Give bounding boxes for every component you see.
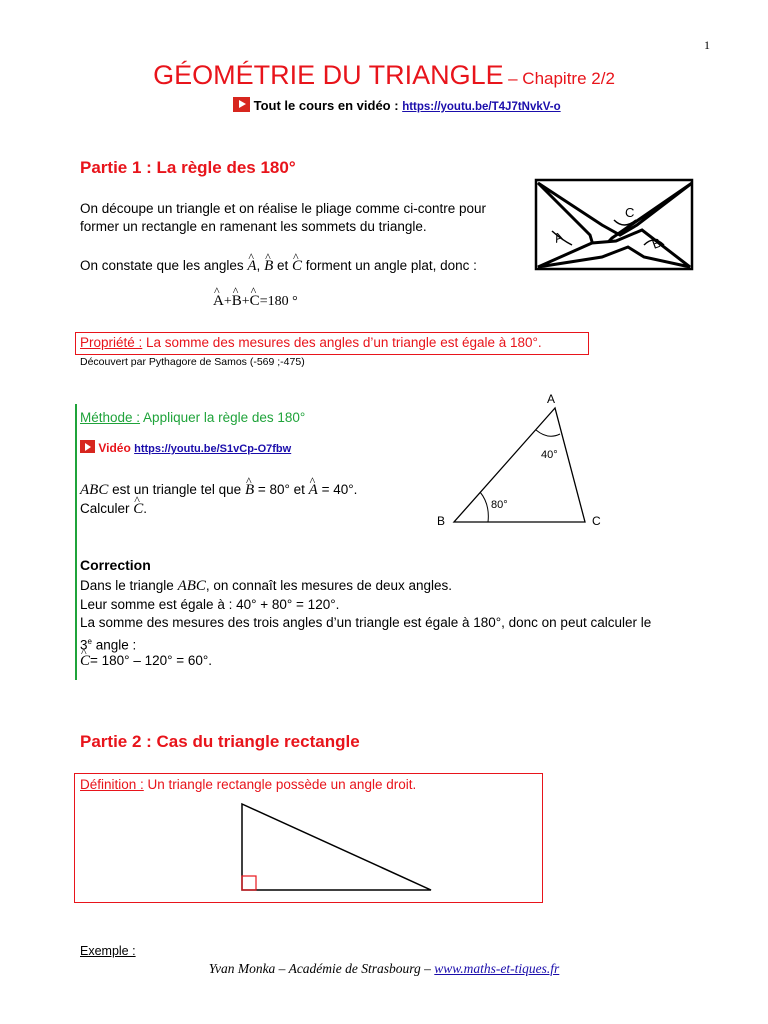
- title-main: GÉOMÉTRIE DU TRIANGLE: [153, 60, 504, 90]
- page-title: [0, 60, 768, 91]
- right-triangle: [242, 804, 431, 890]
- angle-label-a: 40°: [541, 449, 558, 461]
- problem-a-value: = 40°.: [317, 482, 358, 497]
- page-number: 1: [704, 38, 710, 52]
- formula-eq: =180 °: [259, 294, 298, 309]
- corr-line1-end: , on connaît les mesures de deux angles.: [205, 578, 453, 593]
- angle-label-b: 80°: [491, 499, 508, 511]
- course-video-link[interactable]: https://youtu.be/T4J7tNvkV-o: [402, 101, 561, 113]
- problem-abc: ABC: [80, 482, 109, 498]
- play-icon: [80, 440, 95, 453]
- definition-label: Définition :: [80, 777, 144, 792]
- property-text: [80, 334, 542, 352]
- problem-text1: est un triangle tel que: [108, 482, 245, 497]
- problem-calc: Calculer: [80, 501, 134, 516]
- play-icon: [233, 97, 250, 112]
- correction-line2: Leur somme est égale à : 40° + 80° = 120°.: [80, 597, 340, 612]
- definition-statement: Un triangle rectangle possède un angle droit.: [143, 777, 417, 792]
- angle-arc-b: [480, 492, 488, 522]
- method-green-bar: [75, 404, 77, 680]
- method-video-label: Vidéo: [98, 441, 135, 455]
- property-statement: La somme des mesures des angles d’un triangle est égale à 180°.: [142, 335, 542, 350]
- correction-line5: [80, 652, 212, 670]
- triangle-abc-figure: [430, 388, 610, 533]
- method-label: Méthode :: [80, 410, 141, 425]
- vertex-label-a: A: [547, 392, 556, 406]
- problem-angle-a: ^ A: [309, 481, 318, 499]
- footer-author: Yvan Monka – Académie de Strasbourg –: [208, 961, 435, 976]
- et-word: et: [273, 258, 292, 273]
- part2-heading: Partie 2 : Cas du triangle rectangle: [80, 732, 360, 751]
- footer-link[interactable]: www.maths-et-tiques.fr: [434, 961, 560, 976]
- correction-line1: [80, 577, 452, 595]
- angle-b-symbol: ^ B: [264, 257, 273, 275]
- vertex-label-c: C: [592, 514, 601, 528]
- corr-line4-end: angle :: [91, 637, 137, 653]
- discovered-note: Découvert par Pythagore de Samos (-569 ;-475): [80, 356, 305, 368]
- problem-b-value: = 80° et: [254, 482, 309, 497]
- fold-label-a: A: [551, 228, 566, 246]
- example-label: Exemple :: [80, 944, 136, 958]
- definition-text: [80, 776, 416, 794]
- correction-line3: La somme des mesures des trois angles d’un triangle est égale à 180°, donc on peut calculer le: [80, 615, 652, 630]
- part1-heading: Partie 1 : La règle des 180°: [80, 158, 296, 177]
- fold-label-c: C: [625, 205, 635, 220]
- method-video-line: [80, 440, 291, 455]
- formula-a: ^ A: [213, 293, 224, 310]
- part1-para2: [80, 257, 477, 275]
- part1-para1: On découpe un triangle et on réalise le pliage comme ci-contre pour former un rectangle en ramenant les sommets du triangle.: [80, 201, 486, 234]
- para2-start: On constate que les angles: [80, 258, 248, 273]
- corr-line4-sup: e: [87, 637, 92, 646]
- formula-b: ^ B: [232, 293, 242, 310]
- video-line: [233, 97, 561, 113]
- corr-line4-num: 3: [80, 637, 88, 653]
- angle-sum-formula: [213, 293, 298, 310]
- corr-abc: ABC: [177, 578, 206, 594]
- corr-angle-c: ^ C: [80, 652, 90, 670]
- correction-heading: Correction: [80, 557, 151, 573]
- formula-plus-1: +: [223, 294, 232, 309]
- problem-angle-b: ^ B: [245, 481, 254, 499]
- triangle-abc: [454, 408, 585, 522]
- method-video-link[interactable]: https://youtu.be/S1vCp-O7fbw: [134, 443, 292, 455]
- right-triangle-figure: [238, 800, 438, 895]
- problem-end: .: [143, 501, 148, 516]
- problem-line2: [80, 500, 147, 518]
- method-title: [80, 409, 305, 427]
- method-title-text: Appliquer la règle des 180°: [140, 410, 306, 425]
- angle-arc-a: [536, 430, 560, 436]
- property-label: Propriété :: [80, 335, 143, 350]
- angle-a-symbol: ^ A: [247, 257, 256, 275]
- para2-end: forment un angle plat, donc :: [302, 258, 477, 273]
- corr-line5-text: = 180° – 120° = 60°.: [90, 653, 213, 668]
- formula-c: ^ C: [250, 293, 260, 310]
- right-angle-marker: [242, 876, 256, 890]
- folding-figure: [532, 175, 698, 275]
- angle-c-symbol: ^ C: [292, 257, 302, 275]
- corr-line1-start: Dans le triangle: [80, 578, 178, 593]
- comma: ,: [256, 258, 261, 273]
- footer: [0, 961, 768, 977]
- video-label: Tout le cours en vidéo :: [253, 98, 403, 113]
- problem-angle-c: ^ C: [133, 500, 143, 518]
- title-sub: – Chapitre 2/2: [508, 69, 615, 88]
- vertex-label-b: B: [437, 514, 446, 528]
- problem-line1: [80, 481, 357, 499]
- fold-label-b: B: [649, 234, 664, 252]
- formula-plus-2: +: [241, 294, 250, 309]
